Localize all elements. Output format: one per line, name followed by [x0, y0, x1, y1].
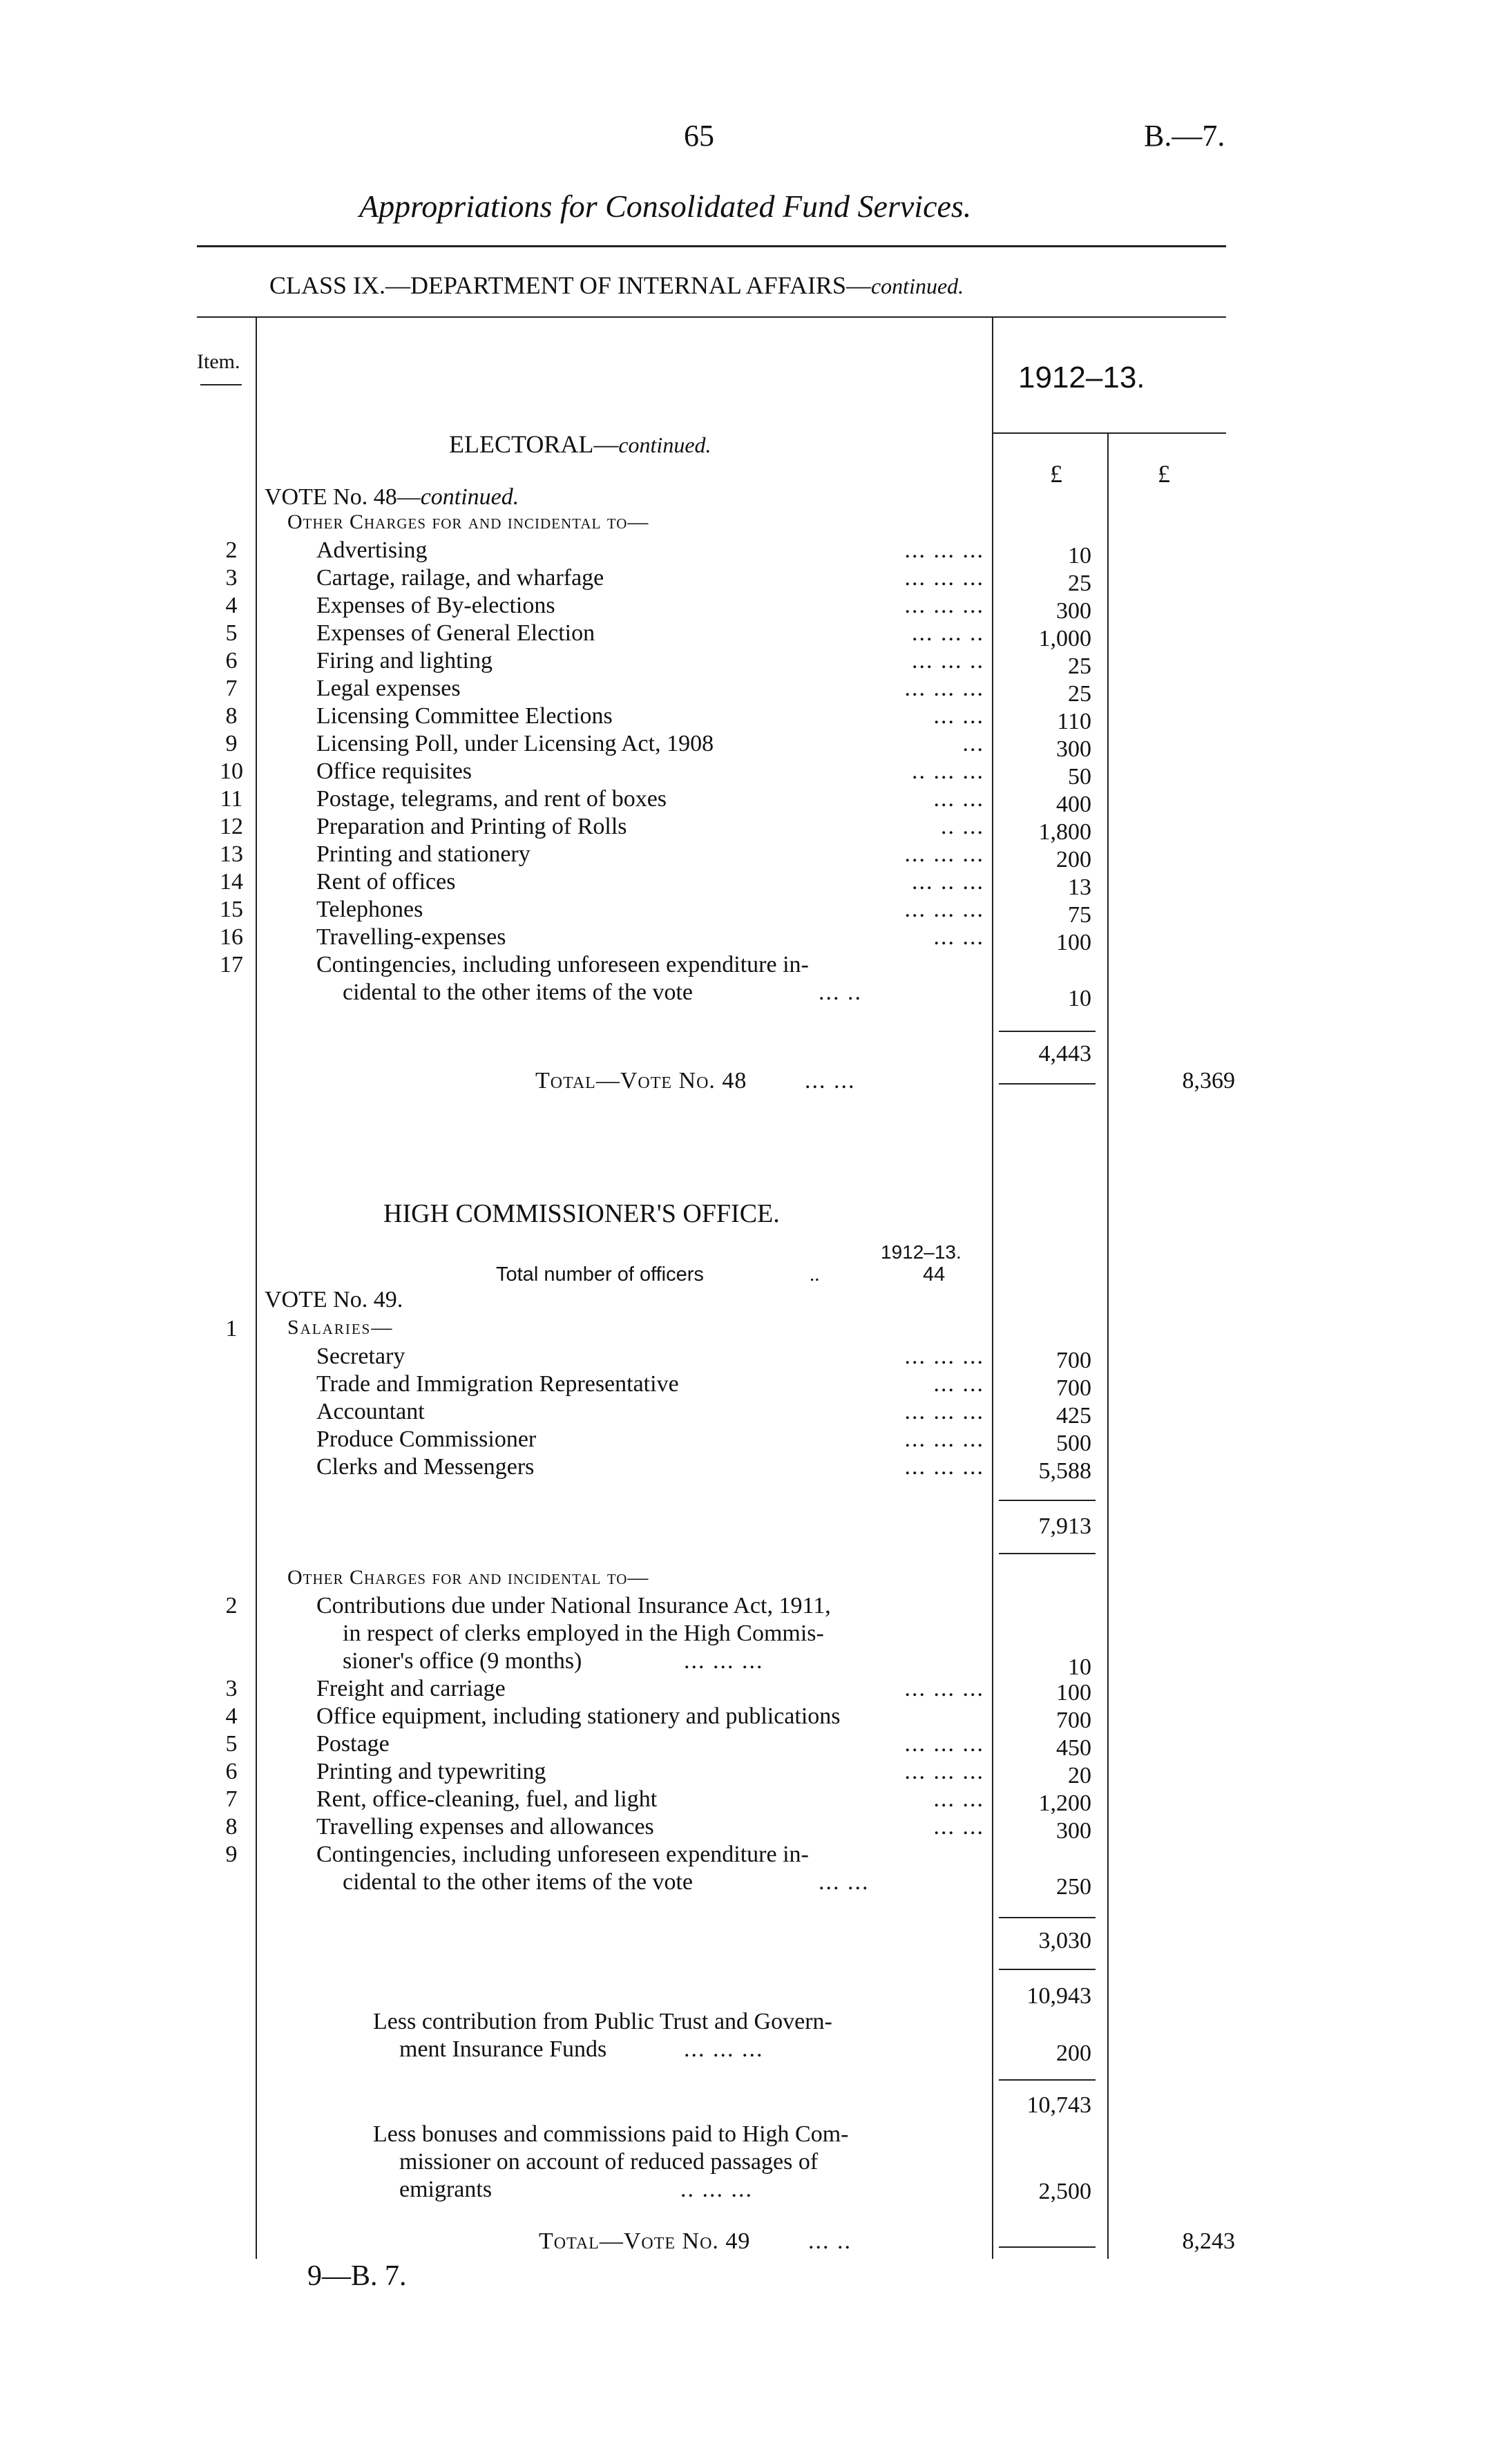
- less-contribution-line2: ment Insurance Funds: [399, 2036, 607, 2062]
- salary-amount: 425: [1056, 1403, 1091, 1429]
- item-number: 8: [225, 1814, 238, 1840]
- contingencies-dots: ... ..: [819, 980, 862, 1005]
- leader-dots: .. ... ...: [912, 758, 984, 784]
- line-item-label: Postage, telegrams, and rent of boxes: [316, 786, 667, 812]
- amount-column-mid-rule: [1107, 434, 1109, 2259]
- line-item-label: Preparation and Printing of Rolls: [316, 814, 627, 839]
- leader-dots: ... ... ...: [904, 1676, 984, 1701]
- less-contribution-amount: 200: [1056, 2041, 1091, 2066]
- table-top-rule: [197, 316, 1226, 318]
- electoral-heading-main: ELECTORAL—: [449, 430, 619, 458]
- salary-label: Produce Commissioner: [316, 1426, 537, 1452]
- line-item-label: Legal expenses: [316, 676, 461, 701]
- line-item-label: Office equipment, including stationery and publications: [316, 1703, 841, 1729]
- line-item-amount: 10: [1068, 543, 1091, 569]
- item-number: 7: [225, 1786, 238, 1812]
- item-number: 10: [220, 758, 243, 784]
- line-item-amount: 300: [1056, 598, 1091, 624]
- leader-dots: ... ... ...: [904, 1454, 984, 1480]
- line-item-amount: 25: [1068, 653, 1091, 679]
- high-commissioner-heading: HIGH COMMISSIONER'S OFFICE.: [383, 1199, 780, 1228]
- salary-label: Clerks and Messengers: [316, 1454, 535, 1480]
- item-column-header: Item.: [197, 350, 240, 373]
- contingencies-line2: cidental to the other items of the vote: [343, 980, 694, 1005]
- item-number: 14: [220, 869, 243, 895]
- hc-contingencies-dots: ... ...: [819, 1869, 870, 1895]
- line-item-amount: 50: [1068, 764, 1091, 790]
- item-number: 3: [225, 1676, 238, 1701]
- item-number: 3: [225, 565, 238, 591]
- line-item-label: Postage: [316, 1731, 390, 1757]
- item-number: 4: [225, 1703, 238, 1729]
- line-item-amount: 100: [1056, 930, 1091, 955]
- line-item-amount: 110: [1057, 709, 1091, 734]
- salary-label: Secretary: [316, 1344, 405, 1369]
- item-number: 17: [220, 952, 243, 977]
- salary-amount: 500: [1056, 1431, 1091, 1456]
- salary-amount: 700: [1056, 1348, 1091, 1373]
- electoral-subtotal-underline: [999, 1083, 1096, 1085]
- item-number: 9: [225, 731, 238, 756]
- item-number: 4: [225, 593, 238, 618]
- page-footer: 9—B. 7.: [307, 2260, 407, 2292]
- leader-dots: ... ... ...: [904, 841, 984, 867]
- item-column-rule: [256, 318, 257, 2259]
- leader-dots: ... ... ...: [904, 1344, 984, 1369]
- salary-amount: 700: [1056, 1375, 1091, 1401]
- vote-49-total-label: Total—Vote No. 49: [539, 2228, 751, 2254]
- line-item-label: Travelling expenses and allowances: [316, 1814, 654, 1840]
- contributions-dots: ... ... ...: [684, 1648, 764, 1674]
- leader-dots: ... ... ...: [904, 565, 984, 591]
- vote-48-total-dots: ... ...: [805, 1068, 856, 1093]
- net-rule-top: [999, 2079, 1096, 2081]
- other-charges-rule-top: [999, 1917, 1096, 1918]
- page-title: Appropriations for Consolidated Fund Services.: [359, 189, 972, 224]
- officers-count: 44: [923, 1263, 946, 1286]
- electoral-subtotal-rule: [999, 1031, 1096, 1032]
- less-bonuses-line3: emigrants: [399, 2177, 493, 2202]
- line-item-amount: 300: [1056, 1818, 1091, 1844]
- leader-dots: ... .. ...: [912, 869, 984, 895]
- contingencies-line1: Contingencies, including unforeseen expenditure in-: [316, 952, 809, 977]
- less-bonuses-line2: missioner on account of reduced passages of: [399, 2149, 819, 2175]
- item-number: 2: [225, 1593, 238, 1618]
- salaries-item-number: 1: [225, 1316, 238, 1341]
- currency-symbol-2: £: [1158, 460, 1170, 488]
- year-header-rule: [992, 432, 1226, 434]
- hc-contingencies-amount: 250: [1056, 1874, 1091, 1900]
- line-item-amount: 400: [1056, 792, 1091, 817]
- salary-amount: 5,588: [1038, 1458, 1091, 1484]
- leader-dots: ... ... ..: [912, 648, 984, 674]
- electoral-heading-suffix: continued.: [618, 432, 711, 457]
- hc-contingencies-line2: cidental to the other items of the vote: [343, 1869, 694, 1895]
- contributions-line2: in respect of clerks employed in the High Commis-: [343, 1621, 824, 1646]
- line-item-amount: 100: [1056, 1680, 1091, 1706]
- line-item-label: Expenses of General Election: [316, 620, 595, 646]
- item-number: 15: [220, 897, 243, 922]
- leader-dots: ... ... ...: [904, 1426, 984, 1452]
- line-item-amount: 75: [1068, 902, 1091, 928]
- officers-year: 1912–13.: [881, 1241, 962, 1263]
- electoral-subtotal: 4,443: [1038, 1041, 1091, 1067]
- line-item-label: Printing and typewriting: [316, 1759, 546, 1784]
- less-contribution-line1: Less contribution from Public Trust and Govern-: [373, 2009, 832, 2034]
- year-column-header: 1912–13.: [1018, 361, 1145, 394]
- contributions-line3: sioner's office (9 months): [343, 1648, 582, 1674]
- item-number: 6: [225, 1759, 238, 1784]
- electoral-heading: [449, 430, 711, 459]
- vote-49-total: 8,243: [1182, 2228, 1235, 2254]
- line-item-amount: 20: [1068, 1763, 1091, 1788]
- officers-dots: ..: [810, 1263, 820, 1286]
- page-reference: B.—7.: [1144, 119, 1225, 153]
- line-item-label: Office requisites: [316, 758, 472, 784]
- vote-48-label: [265, 484, 519, 511]
- leader-dots: ... ... ...: [904, 1731, 984, 1757]
- leader-dots: ... ...: [933, 786, 984, 812]
- leader-dots: ... ... ...: [904, 897, 984, 922]
- class-heading-main: CLASS IX.—DEPARTMENT OF INTERNAL AFFAIRS—: [269, 271, 871, 299]
- other-charges-heading: Other Charges for and incidental to—: [287, 1566, 649, 1589]
- item-number: 2: [225, 537, 238, 563]
- item-number: 7: [225, 676, 238, 701]
- line-item-amount: 300: [1056, 736, 1091, 762]
- less-contribution-dots: ... ... ...: [684, 2036, 764, 2062]
- hc-contingencies-line1: Contingencies, including unforeseen expenditure in-: [316, 1842, 809, 1867]
- vote-49-total-rule: [999, 2246, 1096, 2248]
- vote-49-label: VOTE No. 49.: [265, 1287, 403, 1312]
- line-item-amount: 700: [1056, 1708, 1091, 1733]
- line-item-label: Licensing Poll, under Licensing Act, 1908: [316, 731, 714, 756]
- line-item-label: Cartage, railage, and wharfage: [316, 565, 604, 591]
- line-item-label: Printing and stationery: [316, 841, 530, 867]
- line-item-amount: 25: [1068, 571, 1091, 596]
- leader-dots: ... ...: [933, 924, 984, 950]
- officers-label: Total number of officers: [496, 1263, 704, 1286]
- salaries-total: 7,913: [1038, 1513, 1091, 1539]
- line-item-label: Travelling-expenses: [316, 924, 506, 950]
- item-number: 16: [220, 924, 243, 950]
- item-number: 13: [220, 841, 243, 867]
- leader-dots: ... ...: [933, 703, 984, 729]
- other-charges-rule-bottom: [999, 1969, 1096, 1970]
- leader-dots: ... ... ..: [912, 620, 984, 646]
- leader-dots: ...: [962, 731, 984, 756]
- class-heading-suffix: continued.: [870, 274, 964, 298]
- leader-dots: ... ...: [933, 1371, 984, 1397]
- item-number: 12: [220, 814, 243, 839]
- contingencies-amount: 10: [1068, 986, 1091, 1011]
- line-item-label: Rent, office-cleaning, fuel, and light: [316, 1786, 658, 1812]
- leader-dots: .. ...: [941, 814, 984, 839]
- salary-label: Trade and Immigration Representative: [316, 1371, 679, 1397]
- leader-dots: ... ... ...: [904, 676, 984, 701]
- line-item-label: Telephones: [316, 897, 423, 922]
- less-bonuses-amount: 2,500: [1038, 2179, 1091, 2204]
- net-total: 10,743: [1026, 2092, 1091, 2118]
- item-header-underline: [200, 384, 242, 385]
- vote-49-total-dots: ... ..: [808, 2228, 852, 2254]
- line-item-label: Advertising: [316, 537, 428, 563]
- amount-column-left-rule: [992, 318, 993, 2259]
- leader-dots: ... ... ...: [904, 593, 984, 618]
- salaries-rule-top: [999, 1500, 1096, 1501]
- line-item-label: Rent of offices: [316, 869, 456, 895]
- item-number: 6: [225, 648, 238, 674]
- electoral-subheading: Other Charges for and incidental to—: [287, 510, 649, 533]
- line-item-amount: 1,800: [1038, 819, 1091, 845]
- leader-dots: ... ...: [933, 1814, 984, 1840]
- leader-dots: ... ... ...: [904, 1759, 984, 1784]
- header-rule: [197, 245, 1226, 247]
- leader-dots: ... ... ...: [904, 1399, 984, 1424]
- vote-48-suffix: continued.: [420, 484, 519, 510]
- contributions-amount: 10: [1068, 1654, 1091, 1680]
- gross-total: 10,943: [1026, 1983, 1091, 2009]
- less-bonuses-dots: .. ... ...: [680, 2177, 753, 2202]
- item-number: 9: [225, 1842, 238, 1867]
- item-number: 5: [225, 620, 238, 646]
- line-item-amount: 1,000: [1038, 626, 1091, 651]
- salary-label: Accountant: [316, 1399, 425, 1424]
- page-number: 65: [684, 119, 714, 153]
- item-number: 5: [225, 1731, 238, 1757]
- other-charges-total: 3,030: [1038, 1928, 1091, 1954]
- line-item-amount: 200: [1056, 847, 1091, 872]
- less-bonuses-line1: Less bonuses and commissions paid to High Com-: [373, 2121, 849, 2147]
- line-item-amount: 1,200: [1038, 1790, 1091, 1816]
- currency-symbol-1: £: [1050, 460, 1062, 488]
- line-item-label: Expenses of By-elections: [316, 593, 555, 618]
- item-number: 11: [220, 786, 243, 812]
- vote-48-total: 8,369: [1182, 1068, 1235, 1093]
- class-heading: [269, 271, 964, 300]
- line-item-label: Firing and lighting: [316, 648, 493, 674]
- salaries-rule-bottom: [999, 1553, 1096, 1554]
- leader-dots: ... ... ...: [904, 537, 984, 563]
- line-item-amount: 13: [1068, 875, 1091, 900]
- line-item-label: Licensing Committee Elections: [316, 703, 613, 729]
- leader-dots: ... ...: [933, 1786, 984, 1812]
- salaries-heading: Salaries—: [287, 1316, 394, 1339]
- vote-48-main: VOTE No. 48—: [265, 484, 421, 510]
- vote-48-total-label: Total—Vote No. 48: [535, 1068, 747, 1093]
- line-item-label: Freight and carriage: [316, 1676, 506, 1701]
- line-item-amount: 25: [1068, 681, 1091, 707]
- line-item-amount: 450: [1056, 1735, 1091, 1761]
- contributions-line1: Contributions due under National Insurance Act, 1911,: [316, 1593, 831, 1618]
- item-number: 8: [225, 703, 238, 729]
